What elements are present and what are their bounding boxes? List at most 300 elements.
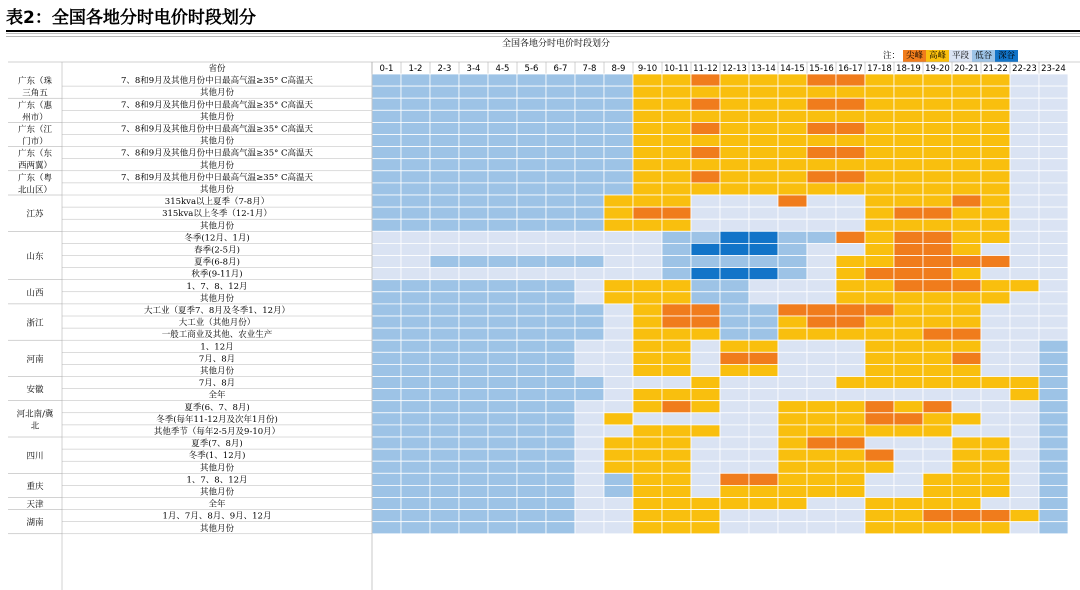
tou-cell [517, 449, 546, 461]
tou-cell [720, 510, 749, 522]
tou-cell [807, 510, 836, 522]
tou-cell [894, 171, 923, 183]
tou-cell [691, 316, 720, 328]
hour-header: 13-14 [751, 64, 776, 74]
tou-cell [981, 316, 1010, 328]
tou-cell [749, 485, 778, 497]
tou-cell [459, 510, 488, 522]
tou-cell [459, 183, 488, 195]
tou-cell [836, 485, 865, 497]
tou-cell [604, 498, 633, 510]
hour-header: 3-4 [466, 64, 481, 74]
tou-cell [1039, 473, 1068, 485]
tou-cell [372, 219, 401, 231]
tou-cell [778, 413, 807, 425]
tou-cell [836, 352, 865, 364]
tou-cell [604, 231, 633, 243]
tou-cell [923, 98, 952, 110]
tou-cell [401, 437, 430, 449]
tou-cell [488, 473, 517, 485]
province-name: 广东（粤 [17, 173, 53, 184]
period-label: 1、7、8、12月 [186, 281, 248, 292]
tou-cell [633, 401, 662, 413]
tou-cell [1039, 74, 1068, 86]
tou-cell [575, 219, 604, 231]
tou-cell [981, 98, 1010, 110]
province-name: 河北南/冀 [16, 409, 54, 420]
tou-cell [865, 364, 894, 376]
tou-cell [923, 510, 952, 522]
tou-cell [488, 437, 517, 449]
tou-cell [894, 183, 923, 195]
tou-cell [778, 195, 807, 207]
tou-cell [633, 268, 662, 280]
tou-cell [604, 340, 633, 352]
tou-cell [836, 195, 865, 207]
tou-cell [430, 449, 459, 461]
tou-cell [749, 98, 778, 110]
tou-cell [749, 316, 778, 328]
tou-cell [401, 159, 430, 171]
tou-cell [691, 340, 720, 352]
tou-cell [1039, 231, 1068, 243]
tou-cell [1010, 304, 1039, 316]
tou-cell [546, 98, 575, 110]
tou-cell [923, 352, 952, 364]
tou-cell [691, 364, 720, 376]
tou-cell [749, 171, 778, 183]
tou-cell [1039, 389, 1068, 401]
tou-cell [865, 498, 894, 510]
tou-cell [517, 328, 546, 340]
tou-cell [517, 268, 546, 280]
tou-cell [720, 243, 749, 255]
period-label: 冬季(1、12月) [188, 451, 246, 462]
tou-cell [923, 328, 952, 340]
tou-cell [401, 352, 430, 364]
tou-cell [633, 171, 662, 183]
tou-cell [952, 437, 981, 449]
tou-cell [662, 473, 691, 485]
tou-cell [865, 437, 894, 449]
tou-cell [662, 159, 691, 171]
tou-cell [662, 485, 691, 497]
tou-cell [836, 510, 865, 522]
tou-cell [401, 522, 430, 534]
tou-cell [517, 135, 546, 147]
tou-cell [952, 135, 981, 147]
tou-cell [952, 74, 981, 86]
tou-cell [372, 268, 401, 280]
tou-cell [923, 147, 952, 159]
tou-cell [662, 74, 691, 86]
tou-cell [546, 159, 575, 171]
tou-cell [1039, 498, 1068, 510]
tou-cell [807, 268, 836, 280]
tou-cell [836, 401, 865, 413]
tou-cell [633, 364, 662, 376]
tou-cell [372, 449, 401, 461]
province-name: 北 [30, 421, 40, 432]
tou-cell [575, 425, 604, 437]
tou-cell [778, 473, 807, 485]
tou-cell [952, 292, 981, 304]
tou-cell [807, 231, 836, 243]
tou-cell [952, 389, 981, 401]
tou-cell [923, 195, 952, 207]
tou-cell [778, 243, 807, 255]
tou-cell [430, 401, 459, 413]
tou-cell [923, 207, 952, 219]
tou-cell [952, 328, 981, 340]
hour-header: 17-18 [867, 64, 892, 74]
tou-cell [1010, 171, 1039, 183]
tou-cell [662, 256, 691, 268]
tou-cell [517, 425, 546, 437]
tou-cell [633, 195, 662, 207]
tou-cell [488, 147, 517, 159]
tou-cell [691, 171, 720, 183]
tou-cell [633, 413, 662, 425]
tou-cell [401, 401, 430, 413]
hour-header: 22-23 [1012, 64, 1037, 74]
tou-cell [807, 195, 836, 207]
tou-cell [488, 292, 517, 304]
tou-cell [488, 110, 517, 122]
tou-cell [604, 401, 633, 413]
tou-cell [1010, 461, 1039, 473]
tou-cell [691, 485, 720, 497]
tou-cell [865, 401, 894, 413]
tou-cell [546, 485, 575, 497]
tou-cell [459, 461, 488, 473]
tou-cell [923, 159, 952, 171]
tou-cell [430, 413, 459, 425]
tou-cell [488, 461, 517, 473]
tou-cell [807, 292, 836, 304]
tou-cell [894, 74, 923, 86]
tou-cell [517, 437, 546, 449]
tou-cell [952, 98, 981, 110]
tou-cell [1039, 268, 1068, 280]
tou-cell [778, 256, 807, 268]
tou-cell [662, 135, 691, 147]
tou-cell [720, 195, 749, 207]
tou-cell [836, 135, 865, 147]
tou-cell [836, 437, 865, 449]
tou-cell [691, 425, 720, 437]
tou-cell [778, 135, 807, 147]
tou-cell [894, 122, 923, 134]
tou-cell [981, 110, 1010, 122]
tou-cell [575, 171, 604, 183]
legend-deep: 深谷 [995, 50, 1018, 62]
period-label: 1月、7月、8月、9月、12月 [162, 511, 272, 522]
tou-cell [778, 364, 807, 376]
tou-cell [372, 86, 401, 98]
tou-cell [923, 110, 952, 122]
tou-cell [517, 219, 546, 231]
tou-cell [488, 280, 517, 292]
tou-cell [981, 280, 1010, 292]
tou-cell [749, 207, 778, 219]
tou-cell [1039, 437, 1068, 449]
province-name: 湖南 [26, 518, 44, 529]
tou-cell [865, 159, 894, 171]
tou-cell [981, 122, 1010, 134]
tou-cell [720, 522, 749, 534]
tou-cell [981, 183, 1010, 195]
tou-cell [488, 135, 517, 147]
tou-cell [952, 473, 981, 485]
legend-peak: 尖峰 [903, 50, 926, 62]
tou-cell [401, 171, 430, 183]
tou-cell [604, 171, 633, 183]
tou-cell [372, 292, 401, 304]
hour-header: 20-21 [954, 64, 979, 74]
tou-cell [401, 256, 430, 268]
tou-cell [749, 74, 778, 86]
tou-cell [604, 522, 633, 534]
hour-header: 9-10 [637, 64, 658, 74]
period-label: 7月、8月 [198, 378, 236, 389]
tou-cell [633, 280, 662, 292]
tou-cell [604, 473, 633, 485]
period-label: 夏季(7、8月) [191, 439, 243, 450]
tou-cell [401, 449, 430, 461]
tou-cell [604, 377, 633, 389]
tou-cell [546, 122, 575, 134]
tou-cell [546, 473, 575, 485]
tou-cell [923, 522, 952, 534]
tou-cell [604, 268, 633, 280]
tou-cell [807, 86, 836, 98]
tou-cell [517, 159, 546, 171]
tou-cell [488, 86, 517, 98]
tou-cell [749, 243, 778, 255]
tou-cell [633, 340, 662, 352]
tou-cell [459, 207, 488, 219]
tou-cell [865, 74, 894, 86]
tou-cell [749, 268, 778, 280]
tou-cell [575, 364, 604, 376]
province-name: 浙江 [26, 318, 44, 329]
tou-cell [604, 219, 633, 231]
tou-cell [459, 147, 488, 159]
period-label: 大工业（其他月份） [178, 318, 256, 329]
tou-cell [1039, 207, 1068, 219]
tou-cell [807, 461, 836, 473]
tou-cell [807, 328, 836, 340]
tou-cell [952, 171, 981, 183]
tou-cell [372, 171, 401, 183]
tou-cell [459, 352, 488, 364]
tou-cell [546, 328, 575, 340]
tou-cell [401, 485, 430, 497]
tou-cell [865, 147, 894, 159]
province-name: 广东（珠 [17, 76, 53, 87]
tou-cell [778, 268, 807, 280]
tou-cell [517, 122, 546, 134]
tou-cell [836, 364, 865, 376]
tou-cell [517, 413, 546, 425]
hour-header: 0-1 [379, 64, 394, 74]
tou-cell [604, 159, 633, 171]
tou-cell [662, 364, 691, 376]
tou-cell [1010, 510, 1039, 522]
tou-cell [633, 159, 662, 171]
tou-cell [749, 352, 778, 364]
tou-cell [575, 110, 604, 122]
tou-cell [575, 86, 604, 98]
tou-cell [604, 510, 633, 522]
tou-cell [691, 304, 720, 316]
tou-cell [981, 389, 1010, 401]
tou-cell [749, 377, 778, 389]
tou-cell [981, 449, 1010, 461]
tou-cell [575, 231, 604, 243]
tou-cell [662, 280, 691, 292]
tou-cell [923, 364, 952, 376]
tou-cell [575, 316, 604, 328]
tou-cell [894, 243, 923, 255]
period-label: 冬季(每年11-12月及次年1月份) [156, 414, 278, 425]
tou-cell [459, 413, 488, 425]
tou-cell [981, 485, 1010, 497]
tou-cell [952, 86, 981, 98]
hour-header: 10-11 [664, 64, 689, 74]
tou-cell [836, 243, 865, 255]
tou-cell [546, 171, 575, 183]
tou-cell [894, 328, 923, 340]
tou-cell [662, 352, 691, 364]
tou-cell [488, 316, 517, 328]
tou-cell [1010, 110, 1039, 122]
tou-cell [401, 219, 430, 231]
tou-cell [633, 425, 662, 437]
tou-cell [981, 304, 1010, 316]
tou-cell [488, 328, 517, 340]
tou-cell [720, 219, 749, 231]
tou-cell [691, 510, 720, 522]
tou-cell [604, 98, 633, 110]
tou-cell [981, 86, 1010, 98]
tou-cell [836, 304, 865, 316]
tou-cell [778, 510, 807, 522]
tou-cell [604, 243, 633, 255]
tou-cell [778, 461, 807, 473]
province-name: 山西 [26, 288, 44, 299]
tou-cell [662, 292, 691, 304]
tou-cell [604, 389, 633, 401]
tou-cell [894, 413, 923, 425]
tou-cell [720, 98, 749, 110]
tou-cell [952, 256, 981, 268]
tou-cell [517, 316, 546, 328]
tou-cell [662, 207, 691, 219]
province-name: 安徽 [26, 385, 44, 396]
tou-cell [546, 377, 575, 389]
tou-cell [691, 195, 720, 207]
tou-cell [981, 243, 1010, 255]
tou-cell [1039, 340, 1068, 352]
tou-cell [952, 159, 981, 171]
tou-cell [546, 183, 575, 195]
tou-cell [807, 437, 836, 449]
tou-cell [575, 122, 604, 134]
tou-cell [720, 268, 749, 280]
tou-cell [836, 74, 865, 86]
tou-cell [459, 425, 488, 437]
tou-cell [981, 510, 1010, 522]
tou-cell [401, 498, 430, 510]
tou-cell [778, 292, 807, 304]
tou-cell [1010, 243, 1039, 255]
tou-cell [720, 377, 749, 389]
tou-cell [952, 219, 981, 231]
tou-cell [575, 195, 604, 207]
tou-cell [1010, 498, 1039, 510]
tou-cell [865, 171, 894, 183]
tou-cell [865, 413, 894, 425]
tou-cell [372, 280, 401, 292]
tou-cell [720, 74, 749, 86]
tou-cell [749, 328, 778, 340]
tou-cell [1039, 510, 1068, 522]
tou-cell [778, 207, 807, 219]
tou-cell [662, 195, 691, 207]
tou-cell [517, 473, 546, 485]
tou-cell [749, 437, 778, 449]
tou-cell [459, 86, 488, 98]
hour-header: 16-17 [838, 64, 863, 74]
tou-cell [778, 377, 807, 389]
tou-cell [865, 304, 894, 316]
tou-cell [894, 86, 923, 98]
tou-cell [604, 195, 633, 207]
tou-cell [952, 110, 981, 122]
tou-cell [894, 207, 923, 219]
tou-cell [517, 522, 546, 534]
hour-header: 15-16 [809, 64, 834, 74]
tou-cell [865, 352, 894, 364]
tou-cell [633, 147, 662, 159]
tou-cell [488, 498, 517, 510]
tou-cell [778, 498, 807, 510]
tou-cell [691, 498, 720, 510]
tou-cell [691, 135, 720, 147]
tou-cell [459, 122, 488, 134]
tou-cell [923, 437, 952, 449]
tou-cell [923, 256, 952, 268]
tou-cell [749, 219, 778, 231]
tou-cell [546, 461, 575, 473]
tou-cell [807, 110, 836, 122]
hour-header: 7-8 [582, 64, 597, 74]
tou-cell [720, 122, 749, 134]
tou-cell [952, 461, 981, 473]
tou-cell [662, 389, 691, 401]
tou-cell [372, 122, 401, 134]
province-name: 三角五 [22, 88, 48, 99]
period-label: 其他月份 [199, 366, 235, 377]
hour-header: 5-6 [524, 64, 539, 74]
tou-cell [749, 522, 778, 534]
tou-cell [749, 449, 778, 461]
tou-cell [546, 522, 575, 534]
tou-cell [662, 413, 691, 425]
tou-cell [633, 522, 662, 534]
